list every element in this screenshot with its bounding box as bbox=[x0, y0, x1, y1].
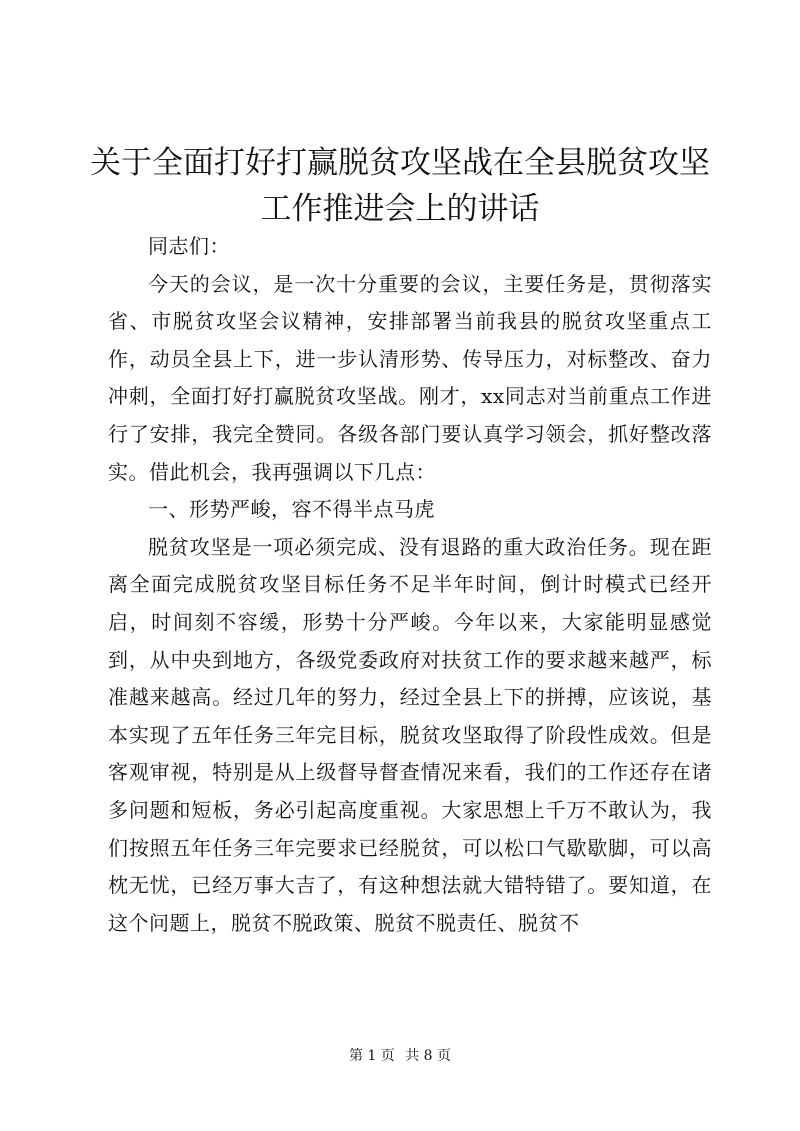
title-line-1: 关于全面打好打赢脱贫攻坚战在全县脱贫攻坚 bbox=[90, 145, 710, 181]
section-heading: 一、形势严峻，容不得半点马虎 bbox=[148, 497, 435, 522]
page-footer bbox=[0, 1046, 800, 1066]
salutation-paragraph: 同志们： bbox=[148, 234, 230, 258]
body-paragraph: 脱贫攻坚是一项必须完成、没有退路的重大政治任务。现在距离全面完成脱贫攻坚目标任务不足半年时间，倒计时模式已经开启，时间刻不容缓，形势十分严峻。今年以来，大家能明显感觉到，从中央到地方，各级党委政府对扶贫工作的要求越来越严，标准越来越高。经过几年的努力，经过全县上下的拼搏，应该说，基本实现了五年任务三年完目标，脱贫攻坚取得了阶段性成效。但是客观审视，特别是从上级督导督查情况来看，我们的工作还存在诸多问题和短板，务必引起高度重视。大家思想上千万不敢认为，我们按照五年任务三年完要求已经脱贫，可以松口气歇歇脚，可以高枕无忧，已经万事大吉了，有这种想法就大错特错了。要知道，在这个问题上，脱贫不脱政策、脱贫不脱责任、脱贫不 bbox=[108, 534, 712, 935]
document-body bbox=[108, 228, 712, 942]
document-title bbox=[60, 140, 740, 232]
title-line-2: 工作推进会上的讲话 bbox=[260, 191, 540, 227]
intro-paragraph: 今天的会议，是一次十分重要的会议，主要任务是，贯彻落实省、市脱贫攻坚会议精神，安排部署当前我县的脱贫攻坚重点工作，动员全县上下，进一步认清形势、传导压力，对标整改、奋力冲刺，全面打好打赢脱贫攻坚战。刚才，xx同志对当前重点工作进行了安排，我完全赞同。各级各部门要认真学习领会，抓好整改落实。借此机会，我再强调以下几点： bbox=[108, 271, 712, 484]
page-number: 第 1 页 bbox=[348, 1048, 395, 1064]
page-total: 共 8 页 bbox=[405, 1048, 452, 1064]
